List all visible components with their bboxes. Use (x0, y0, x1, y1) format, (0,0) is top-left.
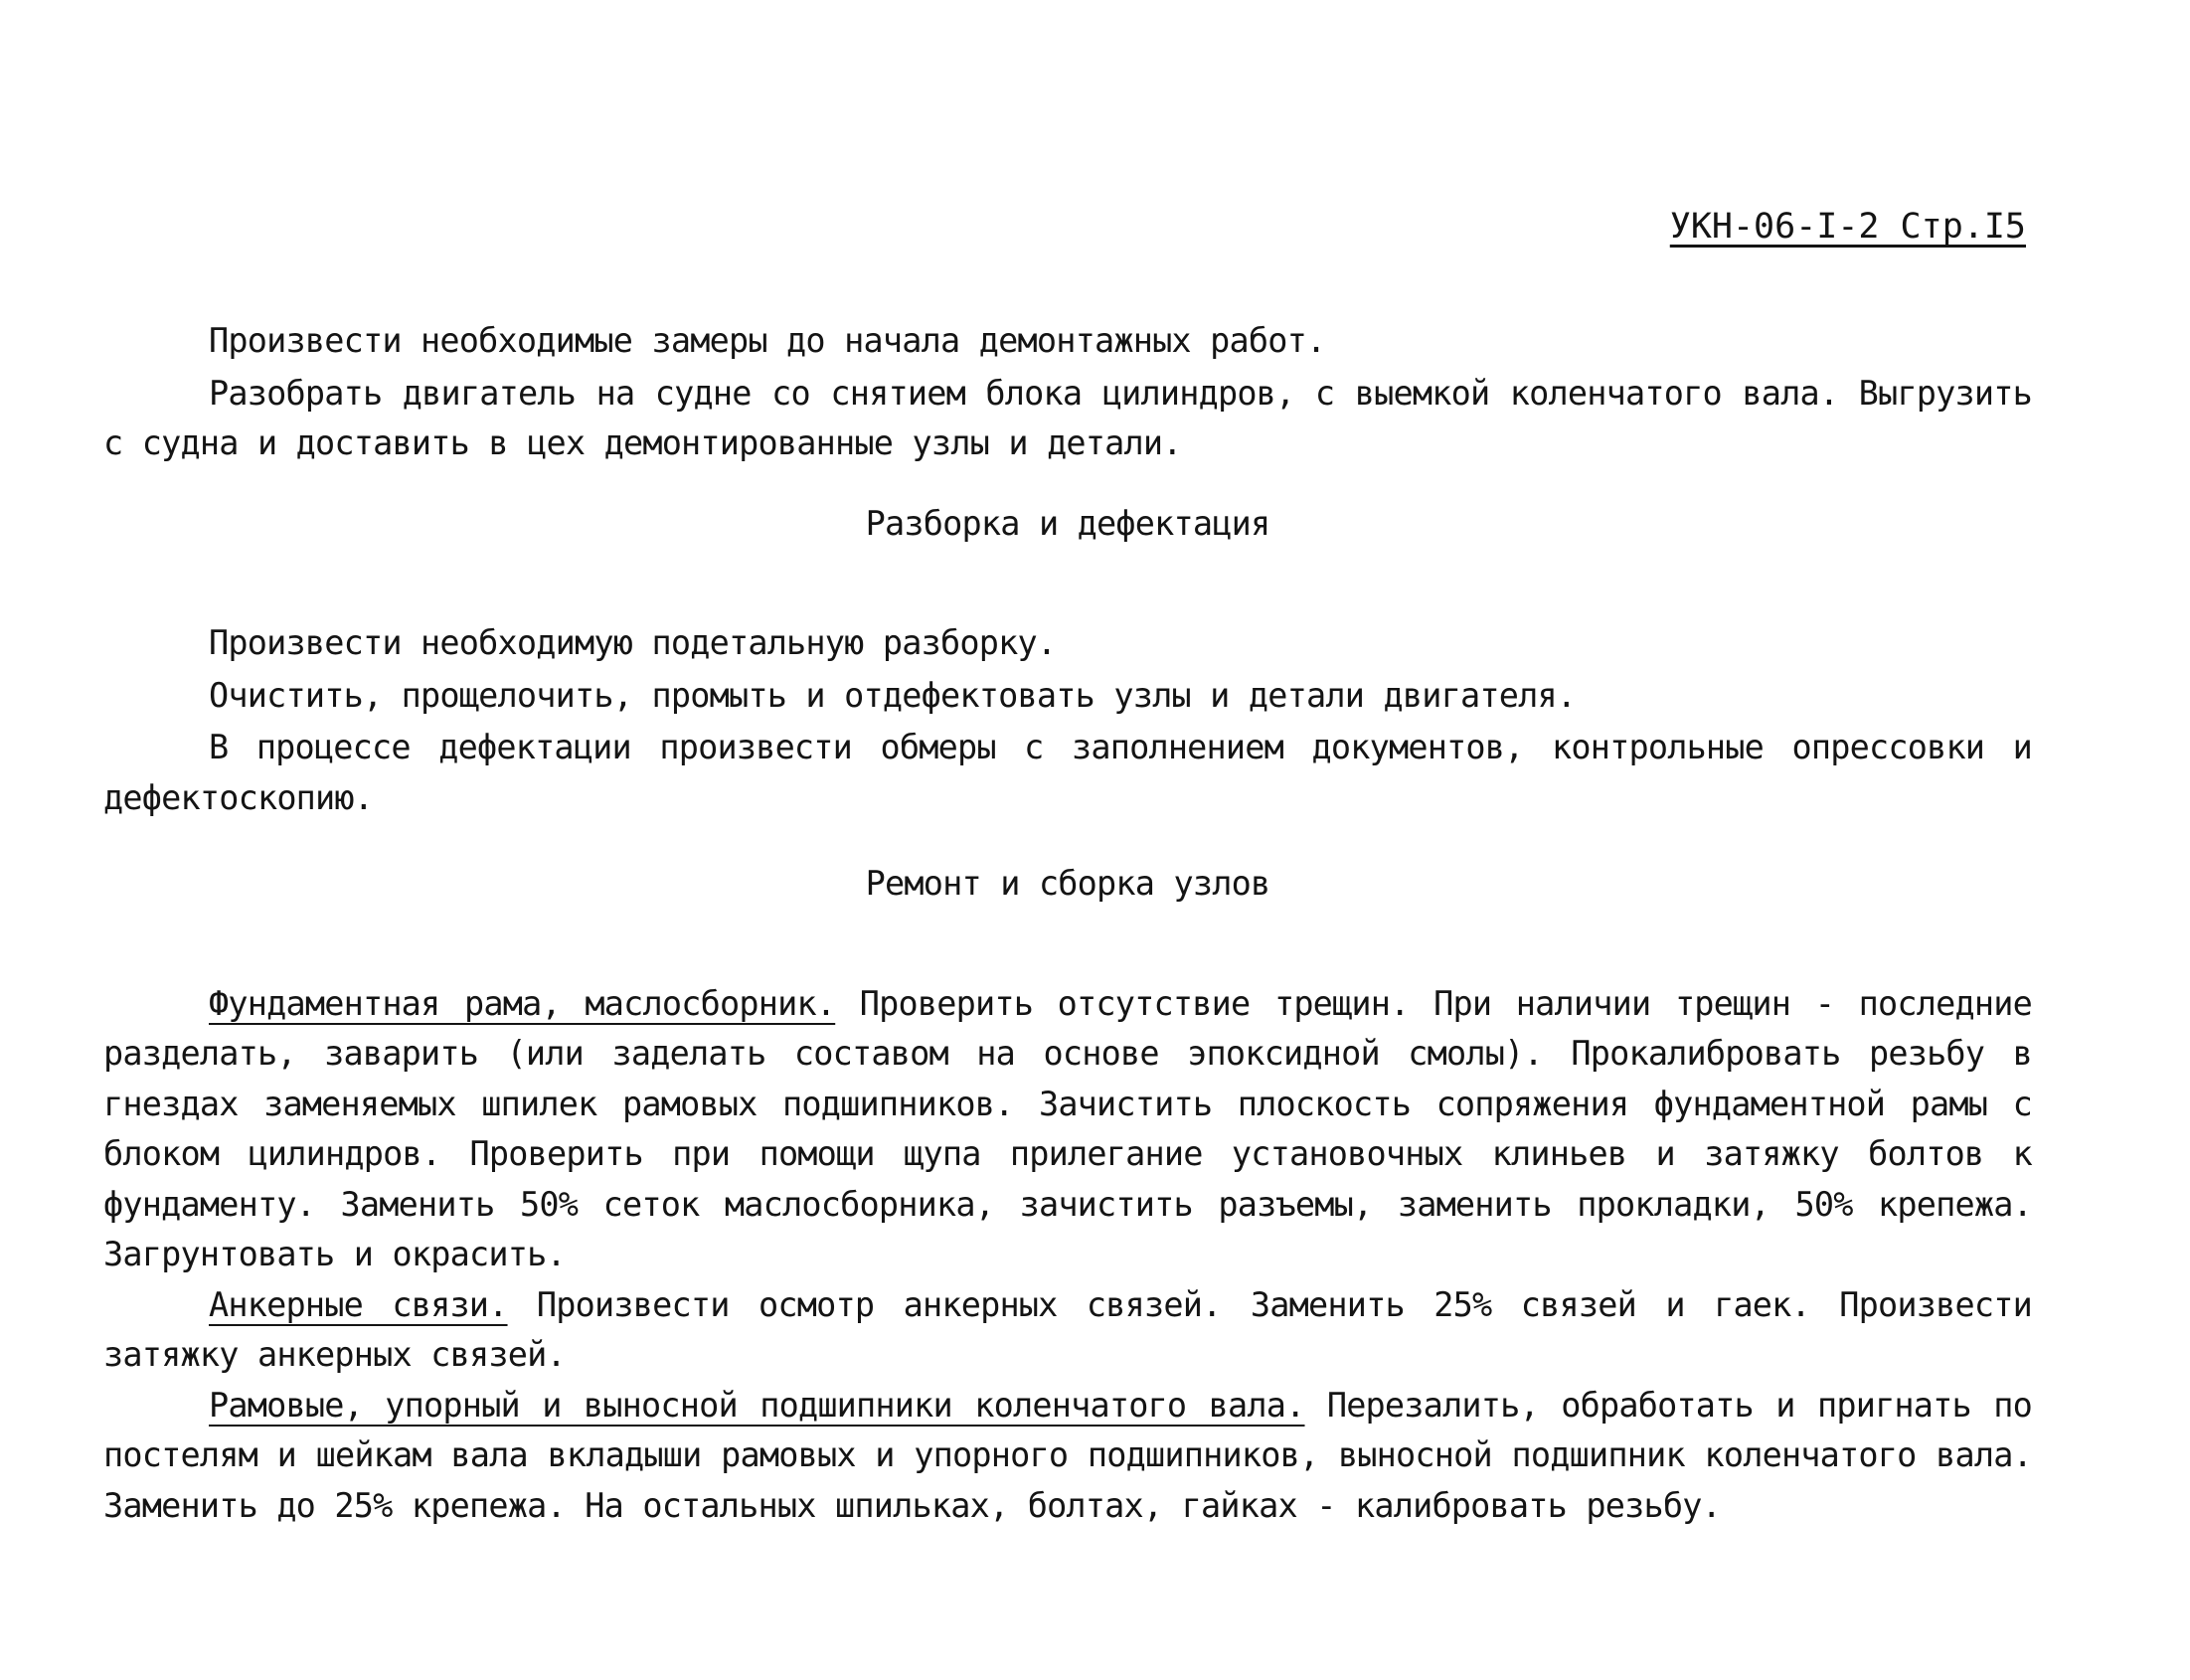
repair-item-main-bearings (103, 1381, 2032, 1532)
disassembly-paragraph-3: В процессе дефектации произвести обмеры с заполнением документов, контрольные опрессовки и дефектоскопию. (103, 728, 2032, 817)
disassembly-paragraph-2: Очистить, прощелочить, промыть и отдефектовать узлы и детали двигателя. (209, 675, 1577, 715)
document-body (103, 316, 2032, 1531)
intro-paragraph-2: Разобрать двигатель на судне со снятием блока цилиндров, с выемкой коленчатого вала. Выгрузить с судна и доставить в цех демонтированные узлы и детали. (103, 373, 2032, 462)
repair-item-title: Фундаментная рама, маслосборник. (209, 983, 836, 1023)
document-reference: УКН-06-I-2 Стр.I5 (1669, 207, 2026, 247)
section-heading-repair: Ремонт и сборка узлов (865, 864, 1270, 903)
repair-item-text: Произвести осмотр анкерных связей. Заменить 25% связей и гаек. Произвести затяжку анкерных связей. (103, 1284, 2032, 1374)
repair-item-foundation-frame (103, 979, 2032, 1280)
repair-item-anchor-ties (103, 1280, 2032, 1381)
repair-item-text: Перезалить, обработать и пригнать по постелям и шейкам вала вкладыши рамовых и упорного подшипников, выносной подшипник коленчатого вала. Заменить до 25% крепежа. На остальных шпильках, болтах, гайках - калибровать резьбу. (103, 1385, 2032, 1525)
repair-item-title: Рамовые, упорный и выносной подшипники коленчатого вала. (209, 1385, 1305, 1425)
intro-paragraph-1: Произвести необходимые замеры до начала демонтажных работ. (209, 321, 1326, 360)
section-heading-disassembly: Разборка и дефектация (865, 503, 1270, 543)
disassembly-paragraph-1: Произвести необходимую подетальную разборку. (209, 623, 1057, 662)
repair-item-title: Анкерные связи. (209, 1284, 508, 1324)
repair-item-text: Проверить отсутствие трещин. При наличии трещин - последние разделать, заварить (или заделать составом на основе эпоксидной смолы). Прокалибровать резьбу в гнездах заменяемых шпилек рамовых подшипников. Зачистить плоскость сопряжения фундаментной рамы с блоком цилиндров. Проверить при помощи щупа прилегание установочных клиньев и затяжку болтов к фундаменту. Заменить 50% сеток маслосборника, зачистить разъемы, заменить прокладки, 50% крепежа. Загрунтовать и окрасить. (103, 983, 2032, 1273)
